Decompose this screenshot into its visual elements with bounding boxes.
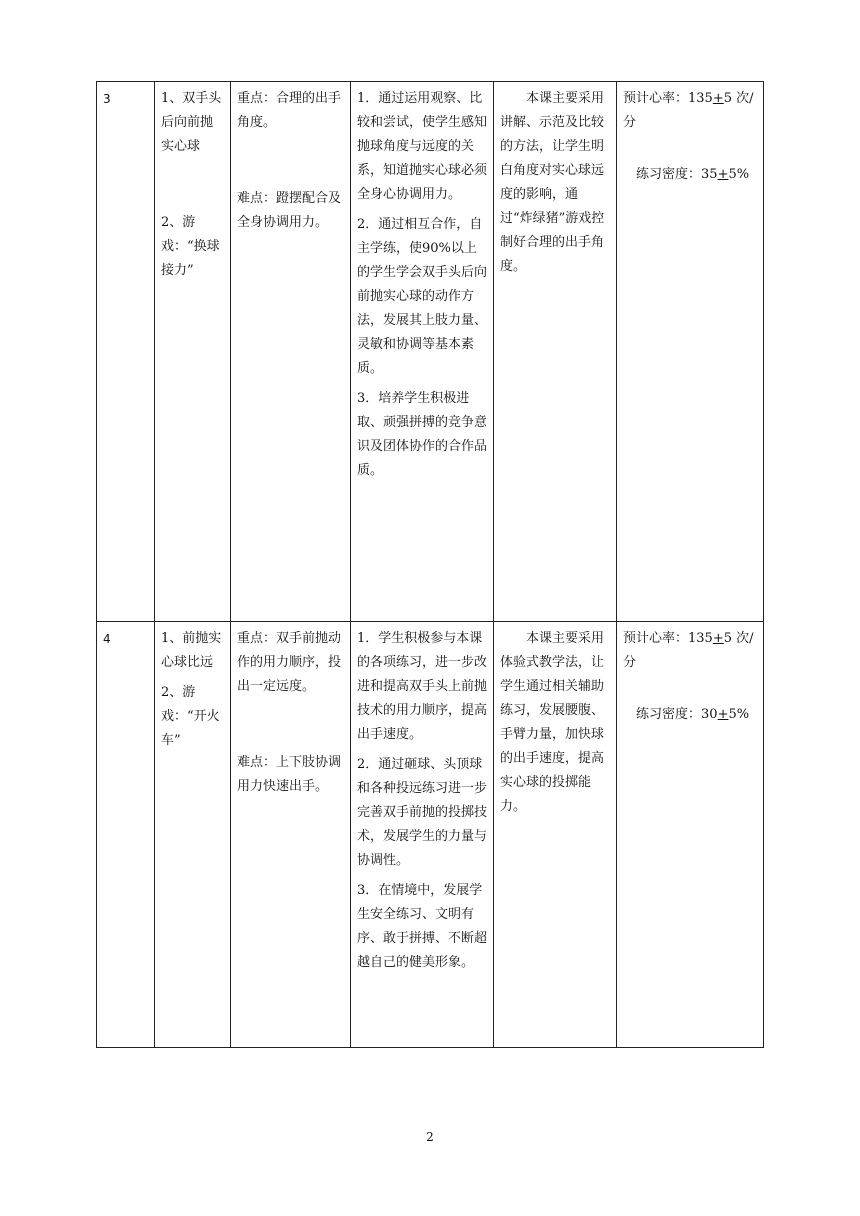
lesson-plan-table (96, 81, 764, 1048)
practice-density: 练习密度：30+5% (636, 707, 750, 722)
content-item: 1、双手头后向前抛实心球 (161, 91, 222, 154)
method-cell (494, 82, 617, 622)
load-cell (617, 622, 764, 1048)
focus-cell (231, 622, 351, 1048)
goal-item: 3．在情境中，发展学生安全练习、文明有序、敢于拼搏、不断超越自己的健美形象。 (357, 883, 488, 970)
content-cell (155, 622, 231, 1048)
method-text: 本课主要采用体验式教学法，让学生通过相关辅助练习，发展腰腹、手臂力量，加快球的出手速度，提高实心球的投掷能力。 (500, 631, 605, 814)
key-point: 重点：合理的出手角度。 (237, 91, 342, 130)
lesson-number: 3 (103, 92, 111, 106)
goals-cell (351, 622, 494, 1048)
difficulty: 难点：蹬摆配合及全身协调用力。 (237, 191, 342, 230)
heart-rate: 预计心率：135+5 次/分 (623, 631, 754, 670)
lesson-number-cell (97, 82, 155, 622)
goal-item: 3．培养学生积极进取、顽强拼搏的竞争意识及团体协作的合作品质。 (357, 391, 488, 478)
goal-item: 2．通过相互合作，自主学练，使90%以上的学生学会双手头后向前抛实心球的动作方法，发展其上肢力量、灵敏和协调等基本素质。 (357, 217, 488, 376)
method-text: 本课主要采用讲解、示范及比较的方法，让学生明白角度对实心球远度的影响，通过“炸绿猪”游戏控制好合理的出手角度。 (500, 91, 605, 274)
lesson-number-cell (97, 622, 155, 1048)
content-item: 2、游戏：“换球接力” (161, 215, 220, 278)
goal-item: 1．通过运用观察、比较和尝试，使学生感知抛球角度与远度的关系，知道抛实心球必须全身心协调用力。 (357, 91, 488, 202)
lesson-number: 4 (103, 632, 111, 646)
difficulty: 难点：上下肢协调用力快速出手。 (237, 755, 342, 794)
method-cell (494, 622, 617, 1048)
table-row (97, 82, 764, 622)
content-item: 2、游戏：“开火车” (161, 685, 220, 748)
content-cell (155, 82, 231, 622)
key-point: 重点：双手前抛动作的用力顺序，投出一定远度。 (237, 631, 342, 694)
focus-cell (231, 82, 351, 622)
page-number: 2 (426, 1130, 434, 1144)
goal-item: 2．通过砸球、头顶球和各种投远练习进一步完善双手前抛的投掷技术，发展学生的力量与协调性。 (357, 757, 488, 868)
load-cell (617, 82, 764, 622)
content-item: 1、前抛实心球比远 (161, 631, 222, 670)
table-row (97, 622, 764, 1048)
goal-item: 1．学生积极参与本课的各项练习，进一步改进和提高双手头上前抛技术的用力顺序，提高出手速度。 (357, 631, 488, 742)
heart-rate: 预计心率：135+5 次/分 (623, 91, 754, 130)
practice-density: 练习密度：35+5% (636, 167, 750, 182)
goals-cell (351, 82, 494, 622)
